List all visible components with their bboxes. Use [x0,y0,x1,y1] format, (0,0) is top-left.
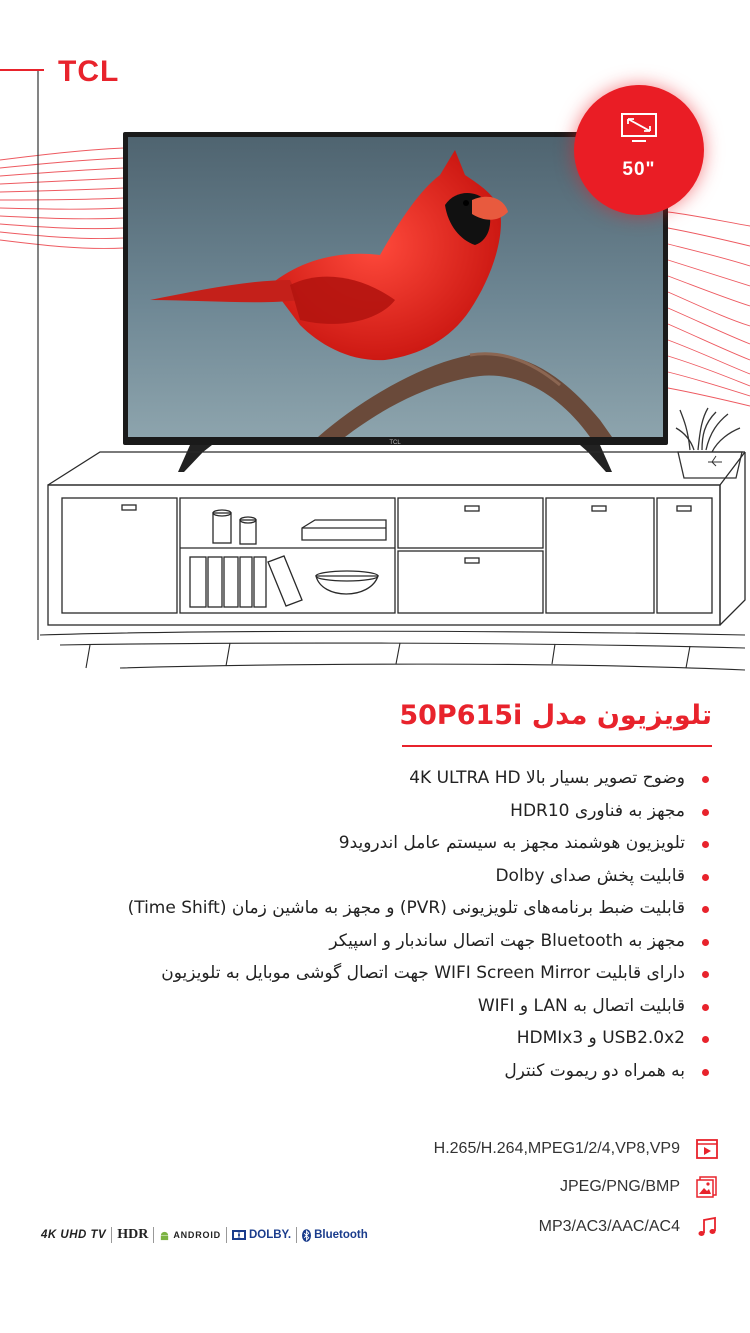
feature-item: قابلیت ضبط برنامه‌های تلویزیونی (PVR) و مجهز به ماشین زمان (Time Shift) [40,892,720,925]
android-logo-text: ANDROID [173,1230,221,1240]
bluetooth-logo-text: Bluetooth [314,1229,368,1241]
dolby-icon [232,1230,246,1240]
feature-item: مجهز به فناوری HDR10 [40,795,720,828]
feature-item: مجهز به Bluetooth جهت اتصال ساندبار و اسپیکر [40,925,720,958]
brand-accent-line [0,69,44,71]
feature-item: وضوح تصویر بسیار بالا 4K ULTRA HD [40,762,720,795]
image-icon [694,1174,720,1200]
video-icon [694,1136,720,1162]
screen-size-badge [574,85,704,215]
dolby-logo [227,1229,296,1241]
hdr-logo: HDR [117,1227,149,1242]
decorative-red-lines-right [668,212,750,406]
screen-size-label: 50" [622,159,656,180]
image-formats-label: JPEG/PNG/BMP [559,1178,680,1195]
feature-item: به همراه دو ریموت کنترل [40,1055,720,1088]
feature-item: قابلیت اتصال به LAN و WIFI [40,990,720,1023]
android-icon [159,1230,170,1241]
format-row-image [560,1170,720,1204]
tv-cabinet-sketch [48,452,745,625]
plant-sketch [676,408,742,478]
bluetooth-icon [302,1229,311,1242]
audio-formats-label: MP3/AC3/AAC/AC4 [538,1218,680,1235]
feature-item: USB2.0x2 و HDMIx3 [40,1022,720,1055]
format-row-video [434,1132,720,1166]
tcl-logo: TCL [58,55,120,88]
title-underline [402,745,712,747]
feature-list [40,762,720,1087]
feature-item: دارای قابلیت WIFI Screen Mirror جهت اتصال گوشی موبایل به تلویزیون [40,957,720,990]
uhd-logo: 4K UHD TV [41,1229,107,1241]
format-row-audio [539,1210,720,1244]
feature-item: تلویزیون هوشمند مجهز به سیستم عامل اندروید9 [40,827,720,860]
floor-sketch [40,631,745,670]
android-logo [154,1230,226,1241]
tv-bezel-logo: TCL [389,440,401,446]
decorative-red-lines-left [0,148,124,248]
bluetooth-logo [297,1229,373,1242]
screen-size-icon [620,111,660,145]
dolby-logo-text: DOLBY. [248,1229,292,1241]
feature-item: قابلیت پخش صدای Dolby [40,860,720,893]
video-formats-label: H.265/H.264,MPEG1/2/4,VP8,VP9 [433,1140,680,1157]
product-title: تلویزیون مدل 50P615i [399,700,712,731]
music-icon [694,1214,720,1240]
feature-logos [36,1222,373,1248]
